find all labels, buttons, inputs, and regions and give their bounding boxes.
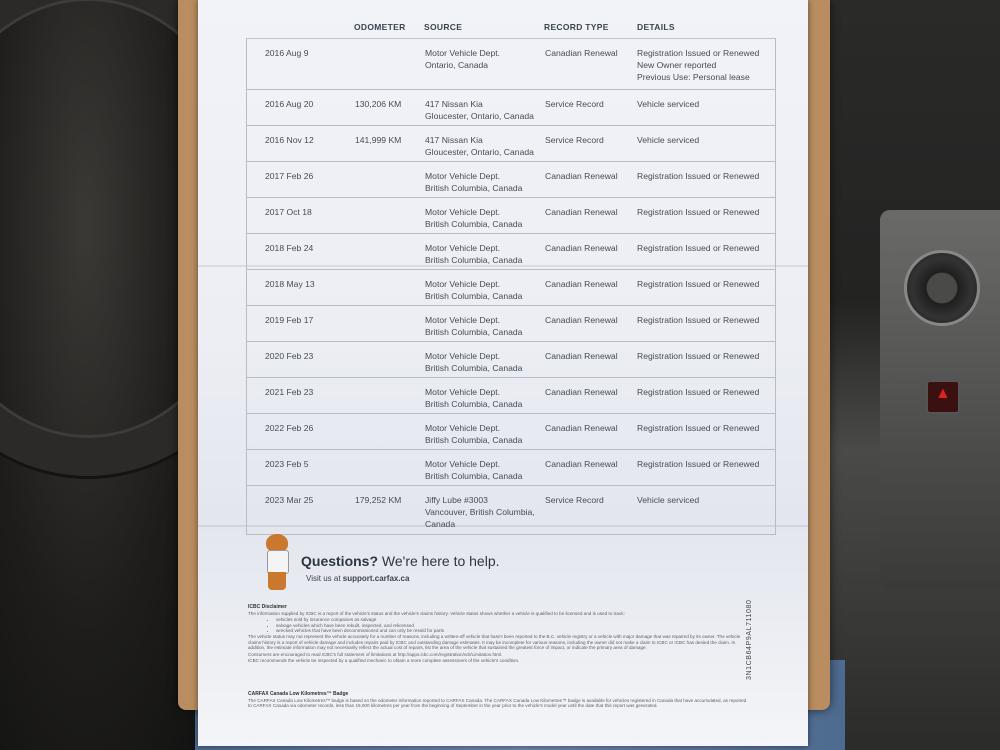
table-row	[247, 270, 775, 306]
row-details	[637, 278, 767, 290]
row-source-line: British Columbia, Canada	[425, 435, 523, 445]
row-details	[637, 458, 767, 470]
row-date: 2020 Feb 23	[265, 351, 314, 361]
row-source-line: 417 Nissan Kia	[425, 99, 483, 109]
row-detail-line: Registration Issued or Renewed	[637, 48, 760, 58]
table-row	[247, 378, 775, 414]
row-detail-line: Registration Issued or Renewed	[637, 459, 760, 469]
row-source	[425, 314, 545, 338]
table-row	[247, 126, 775, 162]
row-source	[425, 170, 545, 194]
row-date: 2021 Feb 23	[265, 387, 314, 397]
row-date: 2018 Feb 24	[265, 243, 314, 253]
row-source	[425, 458, 545, 482]
help-section	[218, 528, 788, 598]
row-source	[425, 422, 545, 446]
row-detail-line: Registration Issued or Renewed	[637, 279, 760, 289]
disclaimer-paragraph: Consumers are encouraged to read ICBC's full statement of limitations at http://apps.icbc.com/registration/vdr/Limitation.html.	[248, 651, 503, 657]
row-date: 2019 Feb 17	[265, 315, 314, 325]
table-row	[247, 234, 775, 270]
badge-text: The CARFAX Canada Low Kilometres™ badge is based on the odometer information reported to CARFAX Canada. The CARFAX Canada Low Kilometres™ badge is available for vehicles registered in Canada that have accumulated, as reported to CARFAX Canada via odometer records, less than 19,000 kilometres per year from the beginning of September in the year prior to the vehicle's model year until the date that this report was generated.	[248, 697, 747, 709]
row-record-type: Service Record	[545, 495, 604, 505]
disclaimer-intro: The information supplied by ICBC is a report of the vehicle's status and the vehicle's claims history. Vehicle status shows whether a vehicle is qualified to be licensed and is used to track:	[248, 610, 625, 616]
visit-prefix: Visit us at	[306, 574, 343, 583]
row-detail-line: New Owner reported	[637, 60, 717, 70]
history-table-header	[248, 18, 773, 38]
row-source-line: British Columbia, Canada	[425, 327, 523, 337]
row-source	[425, 98, 545, 122]
row-date: 2017 Feb 26	[265, 171, 314, 181]
row-record-type: Canadian Renewal	[545, 315, 618, 325]
row-source	[425, 242, 545, 266]
row-record-type: Canadian Renewal	[545, 171, 618, 181]
badge-title: CARFAX Canada Low Kilometres™ Badge	[248, 691, 349, 697]
row-source	[425, 47, 545, 71]
row-detail-line: Registration Issued or Renewed	[637, 387, 760, 397]
row-source-line: British Columbia, Canada	[425, 399, 523, 409]
row-detail-line: Registration Issued or Renewed	[637, 315, 760, 325]
vin-number: 3N1CB64P9AL711080	[746, 599, 753, 680]
row-date: 2017 Oct 18	[265, 207, 312, 217]
row-source-line: British Columbia, Canada	[425, 219, 523, 229]
header-source: SOURCE	[424, 22, 463, 32]
row-source-line: British Columbia, Canada	[425, 471, 523, 481]
row-source-line: Canada	[425, 519, 456, 529]
row-source-line: Motor Vehicle Dept.	[425, 351, 500, 361]
row-source-line: Motor Vehicle Dept.	[425, 171, 500, 181]
row-detail-line: Registration Issued or Renewed	[637, 207, 760, 217]
help-title	[301, 553, 500, 569]
carfax-report-page	[198, 0, 808, 746]
row-source-line: Motor Vehicle Dept.	[425, 207, 500, 217]
row-details	[637, 386, 767, 398]
row-source	[425, 386, 545, 410]
history-table	[246, 38, 776, 535]
row-details	[637, 350, 767, 362]
row-source	[425, 350, 545, 374]
row-record-type: Canadian Renewal	[545, 351, 618, 361]
header-odometer: ODOMETER	[354, 22, 406, 32]
row-source	[425, 494, 545, 530]
row-source-line: Motor Vehicle Dept.	[425, 243, 500, 253]
row-date: 2016 Aug 9	[265, 48, 309, 58]
row-source-line: Gloucester, Ontario, Canada	[425, 111, 534, 121]
row-source-line: British Columbia, Canada	[425, 255, 523, 265]
row-detail-line: Vehicle serviced	[637, 135, 700, 145]
table-row	[247, 342, 775, 378]
disclaimer-bullet: • wrecked vehicles that have been decommissioned and can only be resold for parts	[276, 628, 748, 634]
row-record-type: Canadian Renewal	[545, 387, 618, 397]
table-row	[247, 39, 775, 90]
row-record-type: Service Record	[545, 135, 604, 145]
support-link[interactable]: support.carfax.ca	[342, 574, 410, 583]
header-details: DETAILS	[637, 22, 675, 32]
row-source-line: Ontario, Canada	[425, 60, 489, 70]
help-title-bold: Questions?	[301, 553, 379, 569]
climate-dial	[904, 250, 980, 326]
table-row	[247, 198, 775, 234]
disclaimer-title: ICBC Disclaimer	[248, 604, 287, 610]
row-detail-line: Vehicle serviced	[637, 495, 700, 505]
row-record-type: Canadian Renewal	[545, 459, 618, 469]
row-odometer: 130,206 KM	[355, 99, 402, 109]
row-date: 2018 May 13	[265, 279, 315, 289]
row-details	[637, 242, 767, 254]
row-source-line: 417 Nissan Kia	[425, 135, 483, 145]
row-record-type: Canadian Renewal	[545, 423, 618, 433]
row-source-line: Vancouver, British Columbia,	[425, 507, 535, 517]
row-detail-line: Registration Issued or Renewed	[637, 171, 760, 181]
row-source-line: Motor Vehicle Dept.	[425, 387, 500, 397]
help-subtitle	[306, 574, 409, 583]
row-details	[637, 170, 767, 182]
icbc-disclaimer	[248, 605, 748, 665]
disclaimer-paragraph: The vehicle status may not represent the vehicle accurately for a number of reasons, including a written-off vehicle that hasn't been reported to the B.C. vehicle registry or a vehicle with major damage that was repaired by its owner. The vehicle claims history is a report of vehicle damage and includes repairs paid by ICBC and outstanding damage estimates. It may be incomplete for various reasons, including the owner did not make a claim to ICBC or ICBC has denied the claim. In addition, the estimate information may not necessarily reflect the actual cost of repairs, list the area of the vehicle that sustained the greatest force of impact, or indicate the primary area of damage.	[248, 633, 741, 651]
row-source-line: Motor Vehicle Dept.	[425, 315, 500, 325]
row-date: 2022 Feb 26	[265, 423, 314, 433]
row-details	[637, 494, 767, 506]
row-detail-line: Previous Use: Personal lease	[637, 72, 750, 82]
header-record-type: RECORD TYPE	[544, 22, 609, 32]
low-km-badge-note	[248, 692, 748, 709]
row-record-type: Canadian Renewal	[545, 207, 618, 217]
row-source-line: Motor Vehicle Dept.	[425, 459, 500, 469]
row-detail-line: Registration Issued or Renewed	[637, 351, 760, 361]
row-date: 2023 Mar 25	[265, 495, 314, 505]
row-source-line: Gloucester, Ontario, Canada	[425, 147, 534, 157]
row-details	[637, 134, 767, 146]
row-source-line: British Columbia, Canada	[425, 291, 523, 301]
row-source-line: Jiffy Lube #3003	[425, 495, 488, 505]
row-record-type: Canadian Renewal	[545, 48, 618, 58]
row-odometer: 179,252 KM	[355, 495, 402, 505]
row-source-line: British Columbia, Canada	[425, 183, 523, 193]
row-record-type: Canadian Renewal	[545, 279, 618, 289]
row-details	[637, 422, 767, 434]
row-source	[425, 278, 545, 302]
row-source-line: Motor Vehicle Dept.	[425, 279, 500, 289]
table-row	[247, 486, 775, 534]
disclaimer-paragraph: ICBC recommends the vehicle be inspected by a qualified mechanic to obtain a more complete assessment of the vehicle's condition.	[248, 658, 520, 664]
row-date: 2016 Nov 12	[265, 135, 314, 145]
row-source-line: Motor Vehicle Dept.	[425, 423, 500, 433]
help-title-rest: We're here to help.	[378, 553, 500, 569]
table-row	[247, 414, 775, 450]
row-detail-line: Registration Issued or Renewed	[637, 243, 760, 253]
row-date: 2023 Feb 5	[265, 459, 309, 469]
carfax-fox-mascot-icon	[262, 534, 292, 590]
row-details	[637, 206, 767, 218]
row-details	[637, 314, 767, 326]
row-details	[637, 98, 767, 110]
disclaimer-bullet: • salvage vehicles which have been rebuilt, inspected, and relicensed	[276, 623, 748, 629]
row-odometer: 141,999 KM	[355, 135, 402, 145]
table-row	[247, 162, 775, 198]
row-record-type: Service Record	[545, 99, 604, 109]
row-detail-line: Vehicle serviced	[637, 99, 700, 109]
row-source	[425, 134, 545, 158]
row-source-line: Motor Vehicle Dept.	[425, 48, 500, 58]
row-source-line: British Columbia, Canada	[425, 363, 523, 373]
row-source	[425, 206, 545, 230]
row-record-type: Canadian Renewal	[545, 243, 618, 253]
table-row	[247, 306, 775, 342]
row-detail-line: Registration Issued or Renewed	[637, 423, 760, 433]
row-date: 2016 Aug 20	[265, 99, 314, 109]
table-row	[247, 90, 775, 126]
table-row	[247, 450, 775, 486]
hazard-button-icon	[926, 380, 960, 414]
row-details	[637, 47, 767, 83]
disclaimer-bullet: • vehicles sold by insurance companies as salvage	[276, 617, 748, 623]
